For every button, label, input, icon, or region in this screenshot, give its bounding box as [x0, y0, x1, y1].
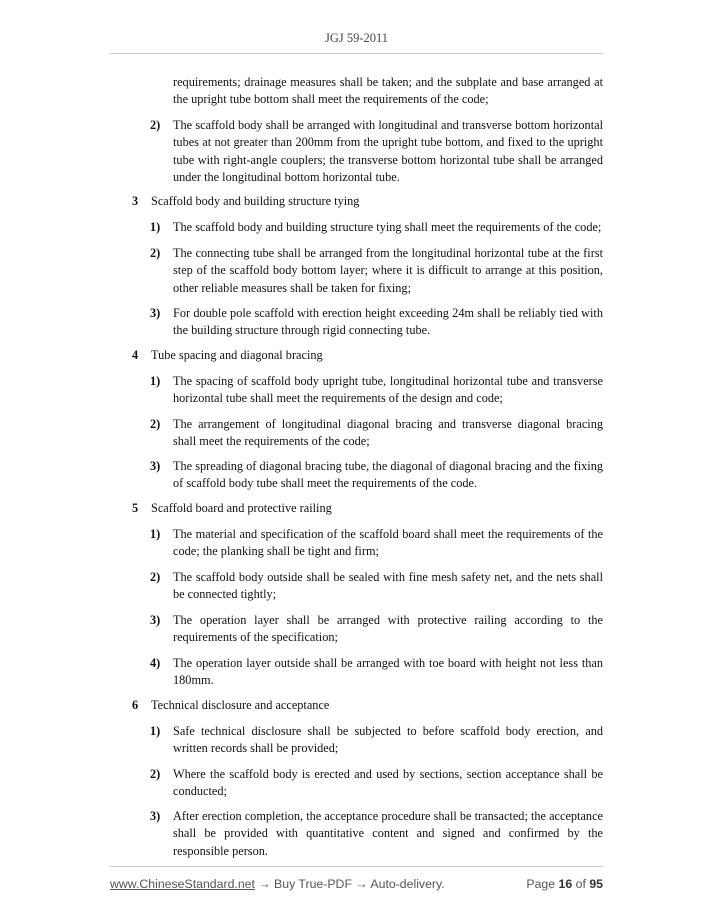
item-text: The arrangement of longitudinal diagonal bracing and transverse diagonal bracing shall meet the requirements of the code; — [173, 417, 603, 449]
list-item — [150, 219, 603, 236]
list-item — [150, 526, 603, 561]
header-divider — [110, 53, 603, 54]
website-link[interactable]: www.ChineseStandard.net — [110, 877, 255, 891]
list-item — [173, 74, 603, 109]
item-number: 2) — [150, 767, 161, 781]
item-number: 3) — [150, 809, 161, 823]
section-heading — [132, 697, 330, 714]
section-number: 3 — [132, 194, 139, 208]
item-number: 2) — [150, 417, 161, 431]
list-item — [150, 723, 603, 758]
item-number: 1) — [150, 724, 161, 738]
item-text: Where the scaffold body is erected and used by sections, section acceptance shall be conducted; — [173, 767, 603, 799]
item-number: 1) — [150, 374, 161, 388]
list-item — [150, 373, 603, 408]
footer-divider — [110, 866, 603, 867]
section-title: Scaffold board and protective railing — [151, 501, 332, 515]
item-text: The operation layer shall be arranged with protective railing according to the requirements of the specification; — [173, 613, 603, 645]
item-number: 2) — [150, 118, 161, 132]
item-text: The connecting tube shall be arranged from the longitudinal horizontal tube at the first step of the scaffold body bottom layer; where it is difficult to arrange at this position, other reliable measures shall be taken for fixing; — [173, 246, 603, 295]
item-text: The scaffold body and building structure tying shall meet the requirements of the code; — [173, 220, 602, 234]
item-number: 3) — [150, 306, 161, 320]
section-number: 4 — [132, 348, 139, 362]
list-item — [150, 305, 603, 340]
item-number: 1) — [150, 220, 161, 234]
list-item — [150, 569, 603, 604]
section-title: Scaffold body and building structure tying — [151, 194, 360, 208]
list-item — [150, 245, 603, 297]
section-heading — [132, 347, 323, 364]
section-heading — [132, 500, 332, 517]
item-text: The spacing of scaffold body upright tube, longitudinal horizontal tube and transverse horizontal tube shall meet the requirements of the design and code; — [173, 374, 603, 406]
item-text: After erection completion, the acceptance procedure shall be transacted; the acceptance shall be provided with quantitative content and signed and confirmed by the responsible person. — [173, 809, 603, 858]
footer — [110, 877, 603, 891]
list-item — [150, 612, 603, 647]
list-item — [150, 117, 603, 187]
item-text: The material and specification of the scaffold board shall meet the requirements of the code; the planking shall be tight and firm; — [173, 527, 603, 559]
section-title: Technical disclosure and acceptance — [151, 698, 330, 712]
item-number: 4) — [150, 656, 161, 670]
promo-text: → Buy True-PDF → Auto-delivery. — [254, 877, 445, 891]
list-item — [150, 808, 603, 860]
item-text: The operation layer outside shall be arranged with toe board with height not less than 180mm. — [173, 656, 603, 688]
list-item — [150, 766, 603, 801]
item-number: 2) — [150, 570, 161, 584]
item-number: 1) — [150, 527, 161, 541]
item-number: 3) — [150, 613, 161, 627]
list-item — [150, 655, 603, 690]
item-number: 2) — [150, 246, 161, 260]
list-item — [150, 416, 603, 451]
item-number: 3) — [150, 459, 161, 473]
item-text: For double pole scaffold with erection height exceeding 24m shall be reliably tied with the building structure through rigid connecting tube. — [173, 306, 603, 338]
section-number: 6 — [132, 698, 139, 712]
item-text: requirements; drainage measures shall be taken; and the subplate and base arranged at the upright tube bottom shall meet the requirements of the code; — [173, 75, 603, 107]
section-heading — [132, 193, 360, 210]
section-title: Tube spacing and diagonal bracing — [151, 348, 323, 362]
item-text: Safe technical disclosure shall be subjected to before scaffold body erection, and written records shall be provided; — [173, 724, 603, 756]
item-text: The scaffold body shall be arranged with longitudinal and transverse bottom horizontal tubes at not greater than 200mm from the upright tube bottom, and fixed to the upright tube with right-angle couplers; the transverse bottom horizontal tube shall be arranged under the longitudinal bottom horizontal tube. — [173, 118, 603, 185]
item-text: The scaffold body outside shall be sealed with fine mesh safety net, and the nets shall be connected tightly; — [173, 570, 603, 602]
document-header: JGJ 59-2011 — [324, 31, 389, 45]
list-item — [150, 458, 603, 493]
section-number: 5 — [132, 501, 139, 515]
item-text: The spreading of diagonal bracing tube, the diagonal of diagonal bracing and the fixing of scaffold body tube shall meet the requirements of the code. — [173, 459, 603, 491]
page-indicator: Page 16 of 95 — [526, 877, 603, 891]
